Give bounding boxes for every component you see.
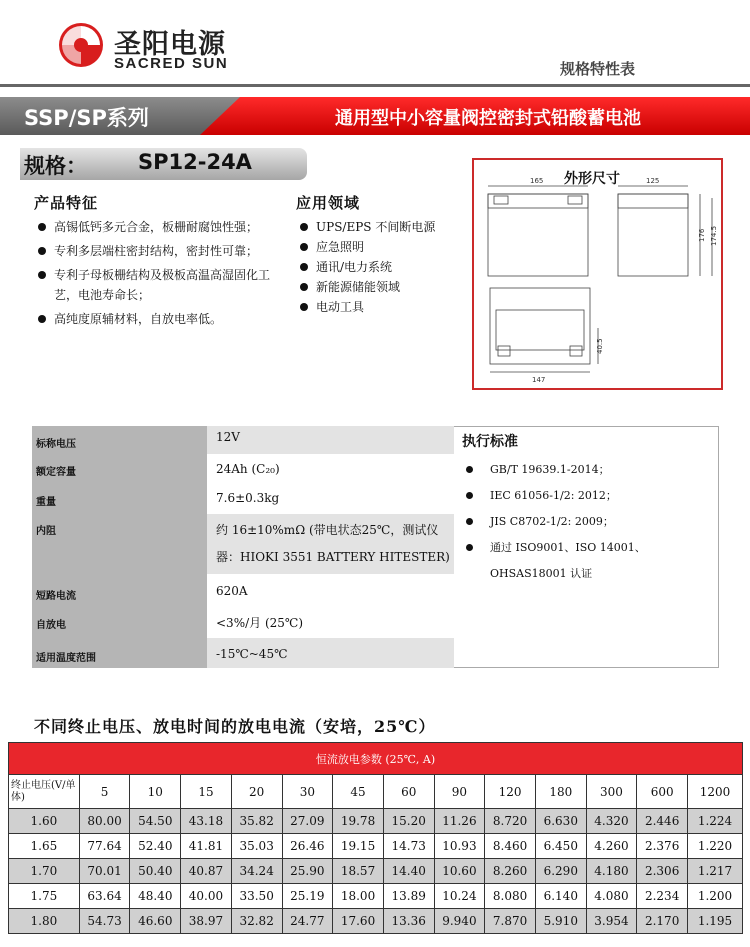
- current-cell: 13.36: [383, 909, 434, 934]
- current-cell: 8.080: [485, 884, 536, 909]
- time-header: 180: [535, 775, 586, 809]
- time-header: 120: [485, 775, 536, 809]
- current-cell: 25.90: [282, 859, 333, 884]
- current-cell: 41.81: [181, 834, 232, 859]
- current-cell: 5.910: [535, 909, 586, 934]
- current-cell: 18.57: [333, 859, 384, 884]
- current-cell: 6.290: [535, 859, 586, 884]
- standards-title: 执行标准: [462, 434, 518, 450]
- spec-key: 重量: [32, 482, 207, 514]
- time-header: 15: [181, 775, 232, 809]
- current-cell: 3.954: [586, 909, 637, 934]
- voltage-cell: 1.80: [9, 909, 80, 934]
- current-cell: 19.15: [333, 834, 384, 859]
- current-cell: 1.220: [688, 834, 743, 859]
- spec-row: [32, 574, 454, 606]
- current-cell: 1.195: [688, 909, 743, 934]
- standard-item: GB/T 19639.1-2014；: [462, 457, 717, 483]
- current-cell: 6.140: [535, 884, 586, 909]
- current-cell: 46.60: [130, 909, 181, 934]
- spec-value: 7.6±0.3kg: [216, 491, 280, 505]
- dimension-title: 外形尺寸: [564, 171, 620, 187]
- discharge-param-header: 恒流放电参数 (25℃, A): [9, 743, 743, 775]
- voltage-cell: 1.75: [9, 884, 80, 909]
- standard-item: 通过 ISO9001、ISO 14001、OHSAS18001 认证: [462, 535, 717, 587]
- standards-list: [462, 457, 717, 587]
- spec-value: 24Ah (C₂₀): [216, 462, 280, 476]
- spec-value-line: 约 16±10%mΩ (带电状态25℃，测试仪: [216, 523, 439, 537]
- current-cell: 40.00: [181, 884, 232, 909]
- current-cell: 25.19: [282, 884, 333, 909]
- voltage-cell: 1.70: [9, 859, 80, 884]
- spec-row: [32, 454, 454, 482]
- table-row: [9, 859, 743, 884]
- current-cell: 2.376: [637, 834, 688, 859]
- spec-value: <3%/月 (25℃): [216, 616, 304, 630]
- current-cell: 43.18: [181, 809, 232, 834]
- spec-key: 自放电: [32, 606, 207, 638]
- dim-length-label: 165: [530, 177, 544, 185]
- current-cell: 4.080: [586, 884, 637, 909]
- spec-key: 额定容量: [32, 454, 207, 482]
- applications-title: 应用领域: [296, 194, 361, 212]
- current-cell: 54.50: [130, 809, 181, 834]
- features-title: 产品特征: [34, 194, 99, 212]
- time-header: 300: [586, 775, 637, 809]
- current-cell: 24.77: [282, 909, 333, 934]
- current-cell: 1.217: [688, 859, 743, 884]
- spec-value: 12V: [207, 426, 454, 454]
- series-banner: [0, 97, 750, 135]
- current-cell: 4.320: [586, 809, 637, 834]
- standards-box: [454, 426, 719, 668]
- current-cell: 40.87: [181, 859, 232, 884]
- brand-logo-icon: [58, 22, 104, 68]
- current-cell: 1.224: [688, 809, 743, 834]
- current-cell: 19.78: [333, 809, 384, 834]
- spec-value: [207, 514, 454, 574]
- spec-key: 短路电流: [32, 574, 207, 606]
- spec-row: [32, 606, 454, 638]
- table-row: [9, 884, 743, 909]
- current-cell: 8.460: [485, 834, 536, 859]
- current-cell: 33.50: [231, 884, 282, 909]
- feature-item: 高锡低钙多元合金，板栅耐腐蚀性强；: [32, 217, 270, 237]
- product-description: 通用型中小容量阀控密封式铅酸蓄电池: [335, 108, 641, 129]
- current-cell: 13.89: [383, 884, 434, 909]
- time-header: 20: [231, 775, 282, 809]
- dimension-drawing-box: [472, 158, 723, 390]
- current-cell: 35.03: [231, 834, 282, 859]
- current-cell: 1.200: [688, 884, 743, 909]
- header-divider: [0, 84, 750, 87]
- current-cell: 14.40: [383, 859, 434, 884]
- applications-list: [294, 217, 474, 317]
- current-cell: 2.446: [637, 809, 688, 834]
- current-cell: 9.940: [434, 909, 485, 934]
- table-row: [9, 834, 743, 859]
- model-heading: [20, 148, 307, 180]
- time-header: 10: [130, 775, 181, 809]
- current-cell: 8.260: [485, 859, 536, 884]
- series-name: SSP/SP系列: [24, 106, 149, 130]
- application-item: 通讯/电力系统: [294, 257, 474, 277]
- current-cell: 50.40: [130, 859, 181, 884]
- current-cell: 4.260: [586, 834, 637, 859]
- current-cell: 18.00: [333, 884, 384, 909]
- dim-terminal-span-label: 147: [532, 376, 546, 384]
- current-cell: 70.01: [79, 859, 130, 884]
- time-header: 1200: [688, 775, 743, 809]
- spec-value: -15℃~45℃: [207, 638, 454, 668]
- current-cell: 34.24: [231, 859, 282, 884]
- current-cell: 6.450: [535, 834, 586, 859]
- time-header: 60: [383, 775, 434, 809]
- current-cell: 11.26: [434, 809, 485, 834]
- spec-row: [32, 514, 454, 574]
- feature-item: 高纯度原辅材料，自放电率低。: [32, 309, 270, 329]
- current-cell: 35.82: [231, 809, 282, 834]
- brand-name-en: SACRED SUN: [114, 55, 229, 72]
- current-cell: 10.24: [434, 884, 485, 909]
- voltage-column-header: 终止电压(V/单体): [9, 775, 80, 809]
- spec-key: 内阻: [32, 514, 207, 574]
- current-cell: 52.40: [130, 834, 181, 859]
- current-cell: 27.09: [282, 809, 333, 834]
- feature-item: 专利子母板栅结构及极板高温高湿固化工艺，电池寿命长；: [32, 265, 270, 305]
- document-type: 规格特性表: [560, 60, 636, 78]
- time-header: 600: [637, 775, 688, 809]
- current-cell: 7.870: [485, 909, 536, 934]
- discharge-title: 不同终止电压、放电时间的放电电流（安培，25℃）: [34, 717, 436, 736]
- standard-item: IEC 61056-1/2: 2012；: [462, 483, 717, 509]
- spec-row: [32, 482, 454, 514]
- spec-value: 620A: [216, 584, 248, 598]
- brand-name-cn: 圣阳电源: [114, 29, 226, 60]
- current-cell: 2.170: [637, 909, 688, 934]
- current-cell: 32.82: [231, 909, 282, 934]
- current-cell: 63.64: [79, 884, 130, 909]
- current-cell: 6.630: [535, 809, 586, 834]
- time-header: 5: [79, 775, 130, 809]
- battery-dimension-drawing: [474, 160, 721, 388]
- current-cell: 10.93: [434, 834, 485, 859]
- features-list: [32, 217, 270, 333]
- dim-height-a-label: 176: [698, 228, 706, 242]
- current-cell: 14.73: [383, 834, 434, 859]
- current-cell: 38.97: [181, 909, 232, 934]
- model-value: SP12-24A: [138, 150, 252, 174]
- application-item: 新能源储能领域: [294, 277, 474, 297]
- current-cell: 48.40: [130, 884, 181, 909]
- dim-width-label: 125: [646, 177, 660, 185]
- current-cell: 2.234: [637, 884, 688, 909]
- voltage-cell: 1.65: [9, 834, 80, 859]
- spec-row: [32, 426, 454, 454]
- spec-key: 标称电压: [32, 426, 207, 454]
- time-header: 30: [282, 775, 333, 809]
- dim-height-b-label: 174.5: [710, 225, 718, 246]
- table-row: [9, 909, 743, 934]
- discharge-table: [8, 742, 743, 934]
- standard-item: JIS C8702-1/2: 2009；: [462, 509, 717, 535]
- application-item: 应急照明: [294, 237, 474, 257]
- dim-terminal-height-label: 40.5: [596, 338, 604, 354]
- time-header: 90: [434, 775, 485, 809]
- current-cell: 4.180: [586, 859, 637, 884]
- current-cell: 80.00: [79, 809, 130, 834]
- spec-key: 适用温度范围: [32, 638, 207, 668]
- spec-value-line: 器：HIOKI 3551 BATTERY HITESTER): [216, 550, 450, 564]
- current-cell: 77.64: [79, 834, 130, 859]
- current-cell: 10.60: [434, 859, 485, 884]
- current-cell: 54.73: [79, 909, 130, 934]
- feature-item: 专利多层端柱密封结构，密封性可靠；: [32, 241, 270, 261]
- time-header: 45: [333, 775, 384, 809]
- current-cell: 15.20: [383, 809, 434, 834]
- current-cell: 8.720: [485, 809, 536, 834]
- current-cell: 2.306: [637, 859, 688, 884]
- model-label: 规格：: [24, 154, 87, 178]
- application-item: UPS/EPS 不间断电源: [294, 217, 474, 237]
- table-row: [9, 809, 743, 834]
- voltage-cell: 1.60: [9, 809, 80, 834]
- application-item: 电动工具: [294, 297, 474, 317]
- current-cell: 17.60: [333, 909, 384, 934]
- spec-row: [32, 638, 454, 668]
- current-cell: 26.46: [282, 834, 333, 859]
